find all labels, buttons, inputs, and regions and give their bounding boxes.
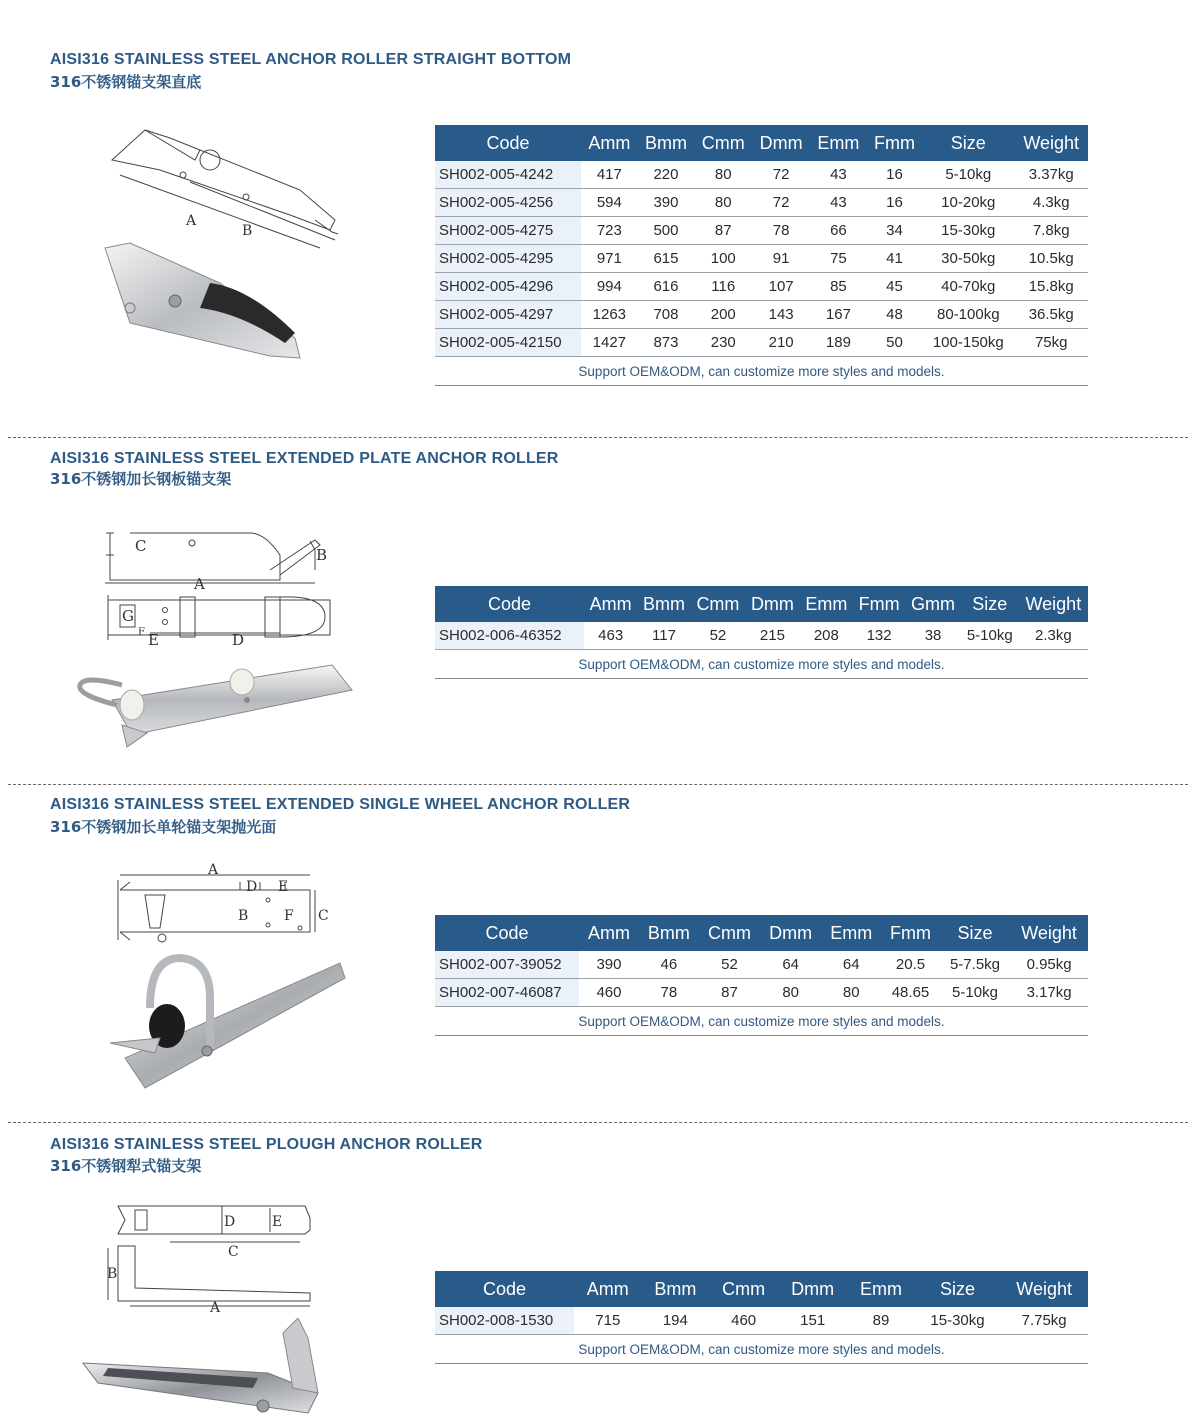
cell: 3.37kg [1014, 161, 1088, 189]
col-header-e: Emm [810, 125, 867, 161]
cell-code: SH002-007-39052 [435, 951, 579, 979]
cell: 500 [638, 217, 695, 245]
cell: 210 [752, 329, 810, 357]
cell: 64 [821, 951, 881, 979]
cell: 5-10kg [961, 622, 1019, 650]
cell: 5-10kg [922, 161, 1014, 189]
cell: 107 [752, 273, 810, 301]
cell-code: SH002-005-42150 [435, 329, 581, 357]
cell: 80 [760, 979, 821, 1007]
drawing-label-f: F [138, 627, 145, 638]
cell: 5-10kg [940, 979, 1010, 1007]
cell-code: SH002-006-46352 [435, 622, 584, 650]
col-header-e: Emm [800, 586, 853, 622]
oem-note: Support OEM&ODM, can customize more styles and models. [435, 357, 1088, 386]
cell: 167 [810, 301, 867, 329]
cell: 85 [810, 273, 867, 301]
cell-code: SH002-005-4297 [435, 301, 581, 329]
col-header-weight: Weight [1000, 1271, 1088, 1307]
cell: 72 [752, 161, 810, 189]
cell: 460 [709, 1307, 778, 1335]
cell: 89 [847, 1307, 915, 1335]
drawing-label-f: F [284, 908, 294, 924]
product-photo [78, 1318, 328, 1428]
cell: 708 [638, 301, 695, 329]
col-header-code: Code [435, 915, 579, 951]
col-header-size: Size [961, 586, 1019, 622]
col-header-f: Fmm [881, 915, 940, 951]
cell: 52 [691, 622, 746, 650]
cell: 7.75kg [1000, 1307, 1088, 1335]
col-header-d: Dmm [745, 586, 800, 622]
cell: 50 [867, 329, 922, 357]
cell: 189 [810, 329, 867, 357]
col-header-g: Gmm [905, 586, 961, 622]
section-title-cn: 316不锈钢加长单轮锚支架抛光面 [50, 818, 277, 836]
cell: 75kg [1014, 329, 1088, 357]
drawing-label-b: B [316, 546, 328, 564]
cell: 143 [752, 301, 810, 329]
cell: 715 [574, 1307, 642, 1335]
section-title-cn: 316不锈钢犁式锚支架 [50, 1157, 202, 1175]
cell: 208 [800, 622, 853, 650]
cell: 5-7.5kg [940, 951, 1010, 979]
section-title-en: AISI316 STAINLESS STEEL PLOUGH ANCHOR ROLLER [50, 1136, 483, 1153]
drawing-label-e: E [278, 879, 289, 895]
col-header-size: Size [915, 1271, 1001, 1307]
cell: 41 [867, 245, 922, 273]
col-header-size: Size [940, 915, 1010, 951]
cell: 36.5kg [1014, 301, 1088, 329]
drawing-label-b: B [107, 1266, 118, 1282]
cell: 1263 [581, 301, 638, 329]
cell: 45 [867, 273, 922, 301]
cell: 100-150kg [922, 329, 1014, 357]
col-header-c: Cmm [691, 586, 746, 622]
col-header-b: Bmm [642, 1271, 710, 1307]
section-title-cn: 316不锈钢锚支架直底 [50, 73, 202, 91]
cell: 87 [694, 217, 752, 245]
drawing-label-c: C [135, 537, 147, 555]
section-title-en: AISI316 STAINLESS STEEL ANCHOR ROLLER STRAIGHT BOTTOM [50, 51, 572, 68]
oem-note: Support OEM&ODM, can customize more styles and models. [435, 1007, 1088, 1036]
cell: 417 [581, 161, 638, 189]
cell: 132 [853, 622, 905, 650]
col-header-weight: Weight [1014, 125, 1088, 161]
cell: 616 [638, 273, 695, 301]
oem-note: Support OEM&ODM, can customize more styles and models. [435, 650, 1088, 679]
section-title-en: AISI316 STAINLESS STEEL EXTENDED PLATE ANCHOR ROLLER [50, 450, 559, 467]
drawing-label-g: G [122, 607, 134, 625]
section-title-en: AISI316 STAINLESS STEEL EXTENDED SINGLE WHEEL ANCHOR ROLLER [50, 796, 631, 813]
col-header-c: Cmm [709, 1271, 778, 1307]
col-header-b: Bmm [638, 125, 695, 161]
cell: 80 [694, 189, 752, 217]
cell-code: SH002-005-4256 [435, 189, 581, 217]
cell: 80 [694, 161, 752, 189]
drawing-label-a: A [208, 862, 219, 878]
cell: 43 [810, 189, 867, 217]
cell: 16 [867, 161, 922, 189]
spec-table [435, 1271, 1088, 1364]
col-header-code: Code [435, 1271, 574, 1307]
cell: 40-70kg [922, 273, 1014, 301]
col-header-f: Fmm [867, 125, 922, 161]
col-header-d: Dmm [752, 125, 810, 161]
col-header-a: Amm [581, 125, 638, 161]
cell-code: SH002-005-4296 [435, 273, 581, 301]
cell: 873 [638, 329, 695, 357]
drawing-label-a: A [194, 575, 205, 593]
drawing-label-d: D [246, 879, 258, 895]
col-header-c: Cmm [699, 915, 760, 951]
cell: 390 [638, 189, 695, 217]
cell: 100 [694, 245, 752, 273]
col-header-a: Amm [579, 915, 639, 951]
cell: 34 [867, 217, 922, 245]
cell: 200 [694, 301, 752, 329]
cell: 117 [637, 622, 690, 650]
col-header-d: Dmm [778, 1271, 847, 1307]
cell: 7.8kg [1014, 217, 1088, 245]
cell: 463 [584, 622, 637, 650]
cell: 78 [639, 979, 699, 1007]
cell: 230 [694, 329, 752, 357]
cell: 194 [642, 1307, 710, 1335]
drawing-label-e: E [148, 631, 159, 649]
cell-code: SH002-005-4295 [435, 245, 581, 273]
cell: 30-50kg [922, 245, 1014, 273]
cell: 4.3kg [1014, 189, 1088, 217]
table-row [435, 1307, 1088, 1335]
cell: 87 [699, 979, 760, 1007]
cell: 220 [638, 161, 695, 189]
cell: 971 [581, 245, 638, 273]
section-title-cn: 316不锈钢加长钢板锚支架 [50, 470, 232, 488]
col-header-code: Code [435, 586, 584, 622]
col-header-f: Fmm [853, 586, 905, 622]
technical-drawing [100, 1198, 320, 1318]
cell: 1427 [581, 329, 638, 357]
col-header-weight: Weight [1010, 915, 1088, 951]
drawing-label-e: E [272, 1214, 283, 1230]
col-header-c: Cmm [694, 125, 752, 161]
cell: 72 [752, 189, 810, 217]
cell: 151 [778, 1307, 847, 1335]
cell: 20.5 [881, 951, 940, 979]
drawing-label-a: A [186, 213, 197, 229]
cell: 594 [581, 189, 638, 217]
cell: 390 [579, 951, 639, 979]
cell: 78 [752, 217, 810, 245]
cell: 38 [905, 622, 961, 650]
cell: 2.3kg [1019, 622, 1088, 650]
drawing-label-c: C [228, 1244, 239, 1260]
cell: 80-100kg [922, 301, 1014, 329]
col-header-e: Emm [847, 1271, 915, 1307]
cell: 10.5kg [1014, 245, 1088, 273]
cell: 10-20kg [922, 189, 1014, 217]
cell: 46 [639, 951, 699, 979]
col-header-weight: Weight [1019, 586, 1088, 622]
col-header-code: Code [435, 125, 581, 161]
cell: 48.65 [881, 979, 940, 1007]
cell: 80 [821, 979, 881, 1007]
cell: 116 [694, 273, 752, 301]
cell: 723 [581, 217, 638, 245]
drawing-label-a: A [210, 1300, 221, 1316]
col-header-size: Size [922, 125, 1014, 161]
drawing-label-b: B [242, 223, 253, 239]
cell: 66 [810, 217, 867, 245]
drawing-label-d: D [232, 631, 245, 649]
drawing-label-b: B [238, 908, 249, 924]
cell-code: SH002-005-4275 [435, 217, 581, 245]
col-header-a: Amm [584, 586, 637, 622]
col-header-e: Emm [821, 915, 881, 951]
drawing-label-d: D [224, 1214, 236, 1230]
cell: 43 [810, 161, 867, 189]
cell: 52 [699, 951, 760, 979]
cell: 91 [752, 245, 810, 273]
col-header-a: Amm [574, 1271, 642, 1307]
cell: 15-30kg [915, 1307, 1001, 1335]
cell: 615 [638, 245, 695, 273]
drawing-label-c: C [318, 908, 329, 924]
cell: 994 [581, 273, 638, 301]
cell: 16 [867, 189, 922, 217]
cell: 215 [745, 622, 800, 650]
cell: 75 [810, 245, 867, 273]
cell: 460 [579, 979, 639, 1007]
cell: 15.8kg [1014, 273, 1088, 301]
cell: 3.17kg [1010, 979, 1088, 1007]
cell: 48 [867, 301, 922, 329]
col-header-b: Bmm [639, 915, 699, 951]
col-header-b: Bmm [637, 586, 690, 622]
cell: 15-30kg [922, 217, 1014, 245]
cell-code: SH002-008-1530 [435, 1307, 574, 1335]
cell-code: SH002-007-46087 [435, 979, 579, 1007]
cell: 64 [760, 951, 821, 979]
oem-note: Support OEM&ODM, can customize more styles and models. [435, 1335, 1088, 1364]
col-header-d: Dmm [760, 915, 821, 951]
cell-code: SH002-005-4242 [435, 161, 581, 189]
cell: 0.95kg [1010, 951, 1088, 979]
